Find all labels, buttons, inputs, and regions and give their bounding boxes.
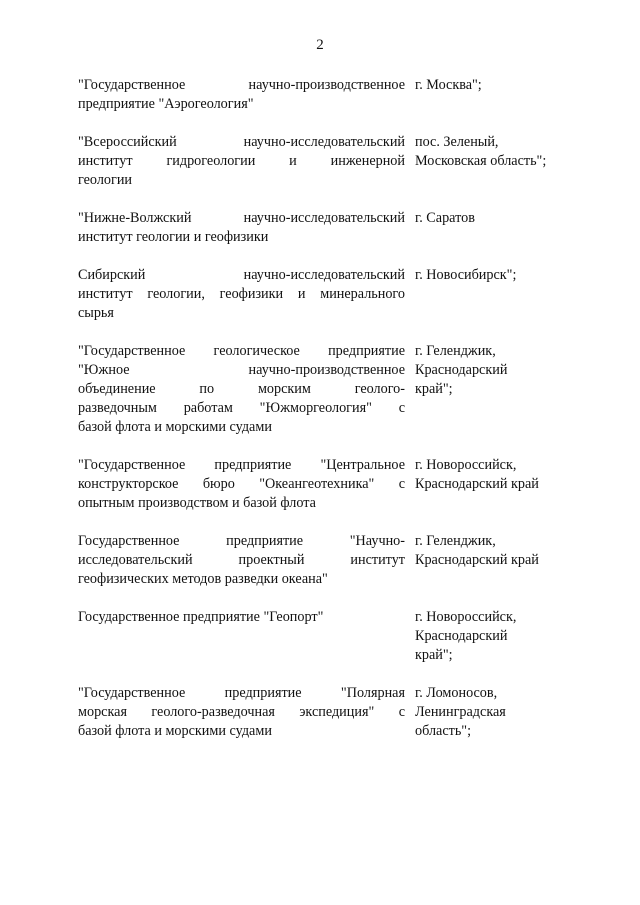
location-line: г. Геленджик,	[415, 533, 496, 549]
page-number: 2	[316, 37, 324, 53]
organization-location	[415, 684, 575, 741]
name-line: "Государственное предприятие "Полярная	[78, 685, 405, 701]
name-line: "Южное научно-производственное	[78, 362, 405, 378]
location-line: Краснодарский край	[415, 476, 539, 492]
list-item	[78, 608, 578, 665]
name-line: Сибирский научно-исследовательский	[78, 267, 405, 283]
name-line: "Всероссийский научно-исследовательский	[78, 134, 405, 150]
organization-location	[415, 608, 575, 665]
location-line: г. Новороссийск,	[415, 457, 517, 473]
name-line: морская геолого-разведочная экспедиция" с	[78, 704, 405, 720]
organization-list	[78, 76, 578, 760]
name-line: "Государственное геологическое предприятие	[78, 343, 405, 359]
organization-name	[78, 532, 405, 589]
organization-location	[415, 456, 575, 494]
list-item	[78, 266, 578, 323]
organization-location	[415, 76, 575, 95]
location-line: Краснодарский	[415, 628, 508, 644]
organization-name	[78, 342, 405, 437]
list-item	[78, 532, 578, 589]
location-line: г. Саратов	[415, 210, 475, 226]
list-item	[78, 456, 578, 513]
name-line: объединение по морским геолого-	[78, 381, 405, 397]
name-line: геофизических методов разведки океана"	[78, 571, 328, 587]
organization-location	[415, 532, 575, 570]
name-line: "Государственное предприятие "Центральное	[78, 457, 405, 473]
name-line: институт гидрогеологии и инженерной	[78, 153, 405, 169]
name-line: базой флота и морскими судами	[78, 419, 272, 435]
name-line: геологии	[78, 172, 133, 188]
list-item	[78, 76, 578, 114]
name-line: разведочным работам "Южморгеология" с	[78, 400, 405, 416]
organization-name	[78, 456, 405, 513]
location-line: край";	[415, 381, 453, 397]
organization-location	[415, 133, 575, 171]
name-line: "Государственное научно-производственное	[78, 77, 405, 93]
name-line: опытным производством и базой флота	[78, 495, 316, 511]
location-line: г. Новороссийск,	[415, 609, 517, 625]
organization-name	[78, 76, 405, 114]
list-item	[78, 133, 578, 190]
location-line: г. Новосибирск";	[415, 267, 517, 283]
location-line: Ленинградская	[415, 704, 506, 720]
name-line: базой флота и морскими судами	[78, 723, 272, 739]
name-line: Государственное предприятие "Геопорт"	[78, 609, 324, 625]
location-line: г. Геленджик,	[415, 343, 496, 359]
organization-name	[78, 266, 405, 323]
list-item	[78, 209, 578, 247]
location-line: край";	[415, 647, 453, 663]
location-line: пос. Зеленый,	[415, 134, 499, 150]
list-item	[78, 684, 578, 741]
name-line: предприятие "Аэрогеология"	[78, 96, 254, 112]
organization-name	[78, 608, 405, 627]
location-line: Краснодарский	[415, 362, 508, 378]
organization-name	[78, 133, 405, 190]
name-line: "Нижне-Волжский научно-исследовательский	[78, 210, 405, 226]
name-line: конструкторское бюро "Океангеотехника" с	[78, 476, 405, 492]
location-line: г. Москва";	[415, 77, 482, 93]
organization-name	[78, 684, 405, 741]
name-line: институт геологии и геофизики	[78, 229, 269, 245]
organization-name	[78, 209, 405, 247]
location-line: Московская область";	[415, 153, 547, 169]
name-line: сырья	[78, 305, 114, 321]
list-item	[78, 342, 578, 437]
organization-location	[415, 266, 575, 285]
location-line: г. Ломоносов,	[415, 685, 498, 701]
organization-location	[415, 209, 575, 228]
name-line: исследовательский проектный институт	[78, 552, 405, 568]
name-line: Государственное предприятие "Научно-	[78, 533, 405, 549]
location-line: Краснодарский край	[415, 552, 539, 568]
name-line: институт геологии, геофизики и минерального	[78, 286, 405, 302]
location-line: область";	[415, 723, 472, 739]
organization-location	[415, 342, 575, 399]
